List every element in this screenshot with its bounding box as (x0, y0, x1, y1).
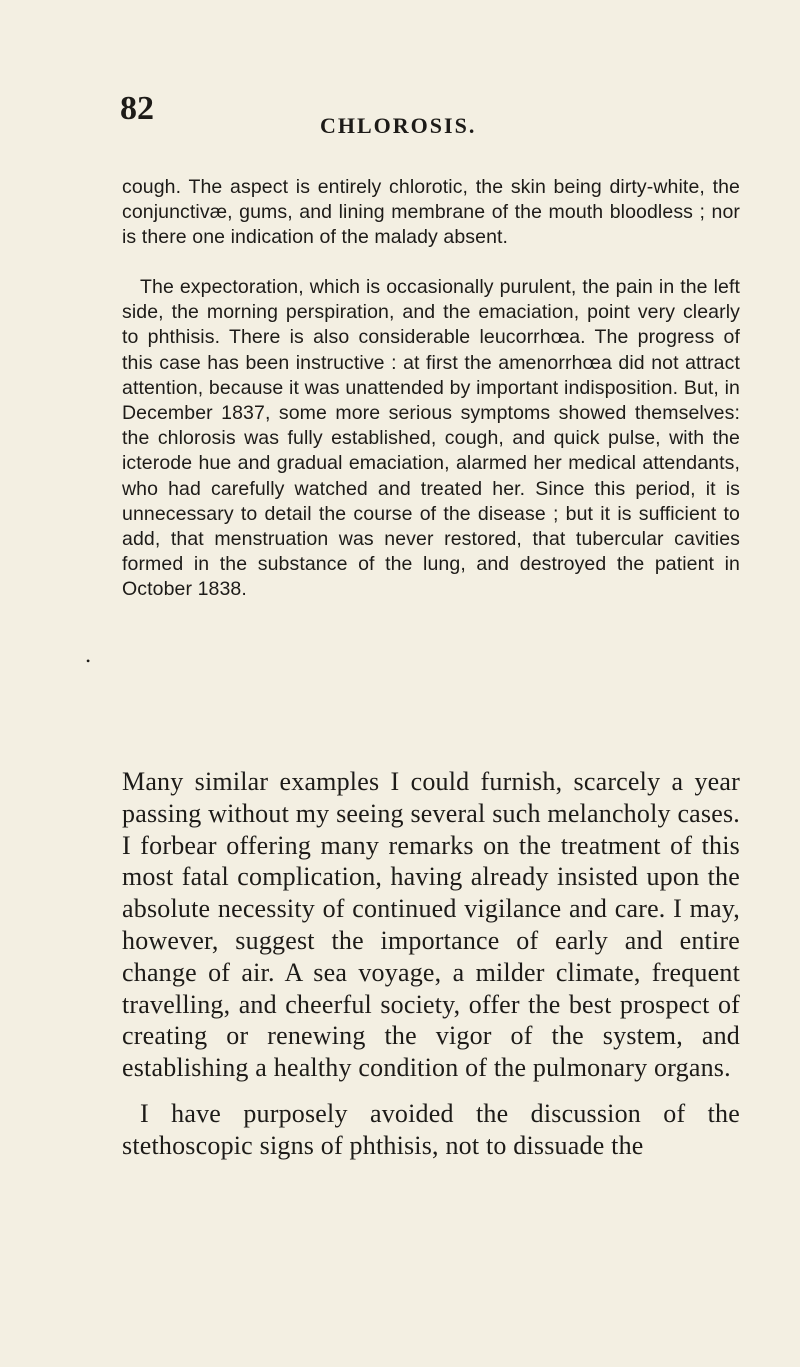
paragraph-3-text: Many similar examples I could furnish, scarcely a year passing without my seeing several such melancholy cases. I forbear offering many remarks on the treatment of this most fatal complication, having already insisted upon the absolute necessity of continued vigilance and care. I may, however, suggest the importance of early and entire change of air. A sea voyage, a milder climate, frequent travelling, and cheerful society, offer the best prospect of creating or renewing the vigor of the system, and establishing a healthy condition of the pulmonary organs. (122, 767, 740, 1083)
paragraph-3 (122, 766, 740, 1084)
paragraph-4-text: I have purposely avoided the discussion of the stethoscopic signs of phthisis, not to dissuade the (122, 1099, 740, 1160)
paragraph-4 (122, 1098, 740, 1162)
paragraph-1-text: cough. The aspect is entirely chlorotic, the skin being dirty-white, the conjunctivæ, gums, and lining membrane of the mouth bloodless ; nor is there one indication of the malady absent. (122, 176, 740, 249)
paragraph-2-text: The expectoration, which is occasionally purulent, the pain in the left side, the morning perspiration, and the emaciation, point very clearly to phthisis. There is also considerable leucorrhœa. The progress of this case has been instructive : at first the amenorrhœa did not attract attention, because it was unattended by important indisposition. But, in December 1837, some more serious symptoms showed themselves: the chlorosis was fully established, cough, and quick pulse, with the icterode hue and gradual emaciation, alarmed her medical attendants, who had carefully watched and treated her. Since this period, it is unnecessary to detail the course of the disease ; but it is sufficient to add, that menstruation was never restored, that tubercular cavities formed in the substance of the lung, and destroyed the patient in October 1838. (122, 276, 740, 601)
running-head: CHLOROSIS. (320, 113, 477, 138)
paragraph-1 (122, 175, 740, 251)
paragraph-2 (122, 275, 740, 603)
margin-dot: • (86, 654, 91, 668)
page-number: 82 (120, 90, 154, 127)
